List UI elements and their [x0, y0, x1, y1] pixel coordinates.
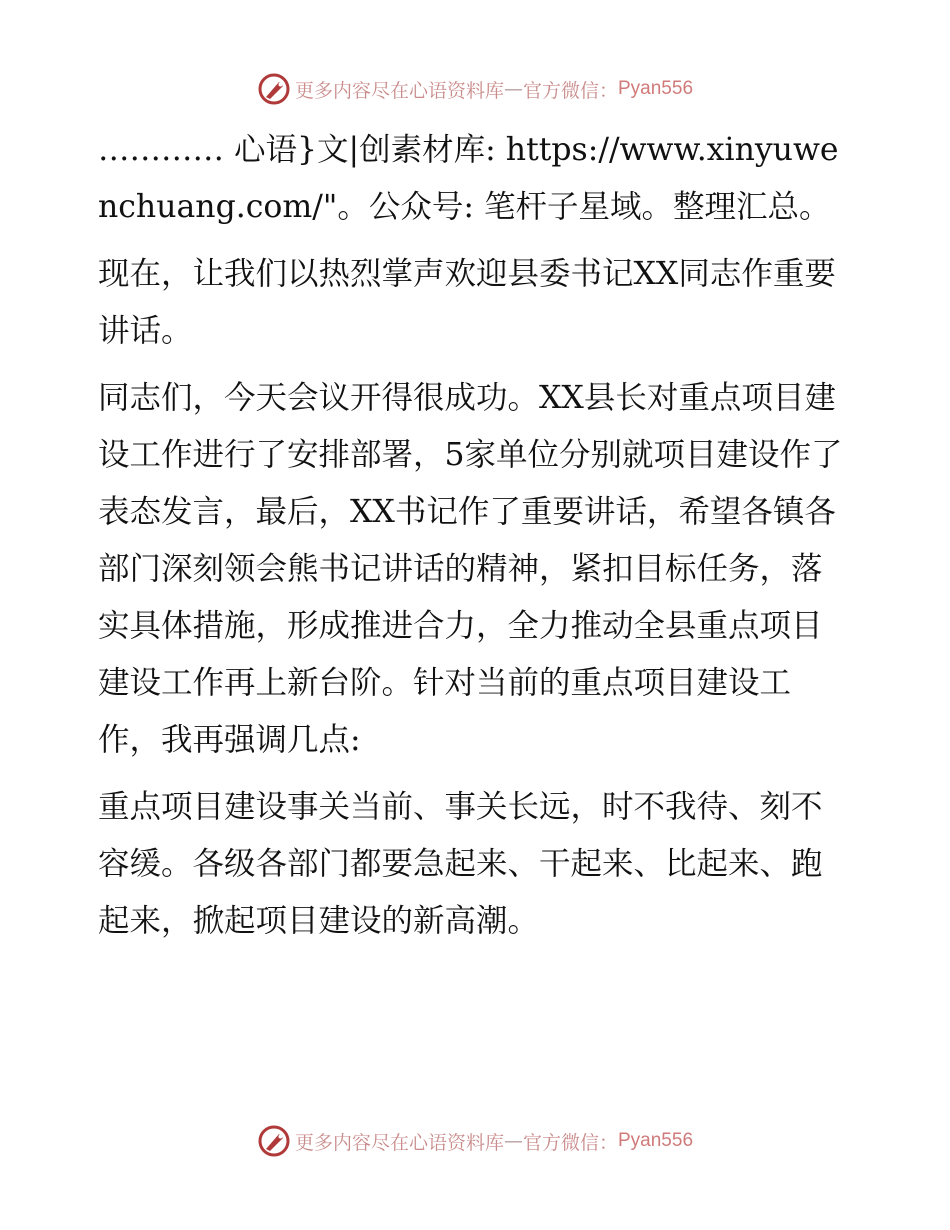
- paragraph-source-note: ………… 心语}文|创素材库: https://www.xinyuwenchuang.com/"。公众号: 笔杆子星域。整理汇总。: [98, 132, 839, 225]
- footer-watermark: [0, 1124, 950, 1158]
- watermark-label: 官方微信：: [522, 1131, 618, 1154]
- paragraph-welcome: 现在，让我们以热烈掌声欢迎县委书记XX同志作重要讲话。: [98, 256, 836, 349]
- watermark-handle: Pyan556: [618, 1130, 694, 1151]
- pen-nib-logo-icon: [257, 1124, 291, 1158]
- watermark-separator: —: [503, 78, 523, 100]
- watermark-label: 官方微信：: [522, 79, 618, 102]
- header-watermark: [0, 72, 950, 106]
- watermark-text: 更多内容尽在心语资料库: [294, 1131, 504, 1154]
- paragraph-summary: 同志们，今天会议开得很成功。XX县长对重点项目建设工作进行了安排部署，5家单位分别就项目建设作了表态发言，最后，XX书记作了重要讲话，希望各镇各部门深刻领会熊书记讲话的精神，紧扣目标任务，落实具体措施，形成推进合力，全力推动全县重点项目建设工作再上新台阶。针对当前的重点项目建设工作，我再强调几点:: [98, 380, 843, 758]
- watermark-handle: Pyan556: [618, 78, 694, 99]
- document-body: [98, 122, 848, 960]
- paragraph-emphasis: 重点项目建设事关当前、事关长远，时不我待、刻不容缓。各级各部门都要急起来、干起来、比起来、跑起来，掀起项目建设的新高潮。: [98, 789, 823, 939]
- pen-nib-logo-icon: [257, 72, 291, 106]
- watermark-separator: —: [503, 1130, 523, 1152]
- watermark-text: 更多内容尽在心语资料库: [294, 79, 504, 102]
